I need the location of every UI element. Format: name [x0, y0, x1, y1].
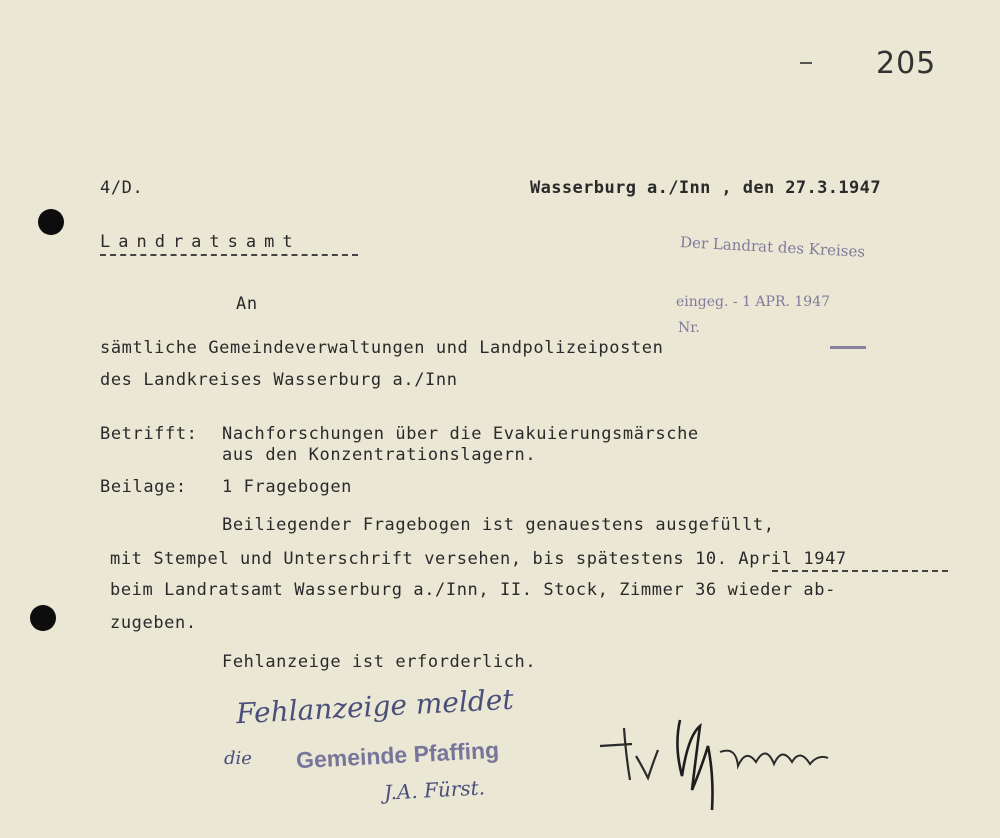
- salutation: An: [236, 294, 258, 314]
- received-stamp-line1: Der Landrat des Kreises: [679, 233, 866, 261]
- note-line: Fehlanzeige ist erforderlich.: [222, 652, 537, 672]
- body-line-4: zugeben.: [110, 613, 197, 633]
- margin-dash: [800, 62, 812, 64]
- authority-underline: [100, 254, 358, 256]
- punch-hole-top: [38, 209, 64, 235]
- recipient-line-2: des Landkreises Wasserburg a./Inn: [100, 370, 458, 390]
- subject-label: Betrifft:: [100, 424, 198, 444]
- body-line-2: mit Stempel und Unterschrift versehen, bis spätestens 10. April 1947: [110, 549, 847, 569]
- handwritten-prefix: die: [224, 748, 252, 769]
- punch-hole-bottom: [30, 605, 56, 631]
- deadline-underline: [772, 570, 948, 572]
- handwritten-initials: J.A. Fürst.: [383, 775, 486, 805]
- reference-number: 4/D.: [100, 178, 144, 198]
- body-line-1: Beiliegender Fragebogen ist genauestens ausgefüllt,: [222, 515, 775, 535]
- handwritten-reply: Fehlanzeige meldet: [235, 682, 515, 731]
- body-line-3: beim Landratsamt Wasserburg a./Inn, II. Stock, Zimmer 36 wieder ab-: [110, 580, 836, 600]
- subject-line-1: Nachforschungen über die Evakuierungsmärsche: [222, 424, 699, 444]
- page-number: 205: [876, 46, 937, 81]
- official-signature: [596, 706, 836, 816]
- stamp-rule: [830, 346, 866, 349]
- enclosure-value: 1 Fragebogen: [222, 477, 353, 497]
- received-stamp-line3: Nr.: [678, 320, 700, 336]
- recipient-line-1: sämtliche Gemeindeverwaltungen und Landpolizeiposten: [100, 338, 664, 358]
- issuing-authority: Landratsamt: [100, 232, 301, 252]
- place-and-date: Wasserburg a./Inn , den 27.3.1947: [530, 178, 881, 198]
- subject-line-2: aus den Konzentrationslagern.: [222, 445, 537, 465]
- enclosure-label: Beilage:: [100, 477, 187, 497]
- municipal-stamp: Gemeinde Pfaffing: [295, 736, 500, 774]
- received-stamp-line2: eingeg. - 1 APR. 1947: [676, 294, 831, 310]
